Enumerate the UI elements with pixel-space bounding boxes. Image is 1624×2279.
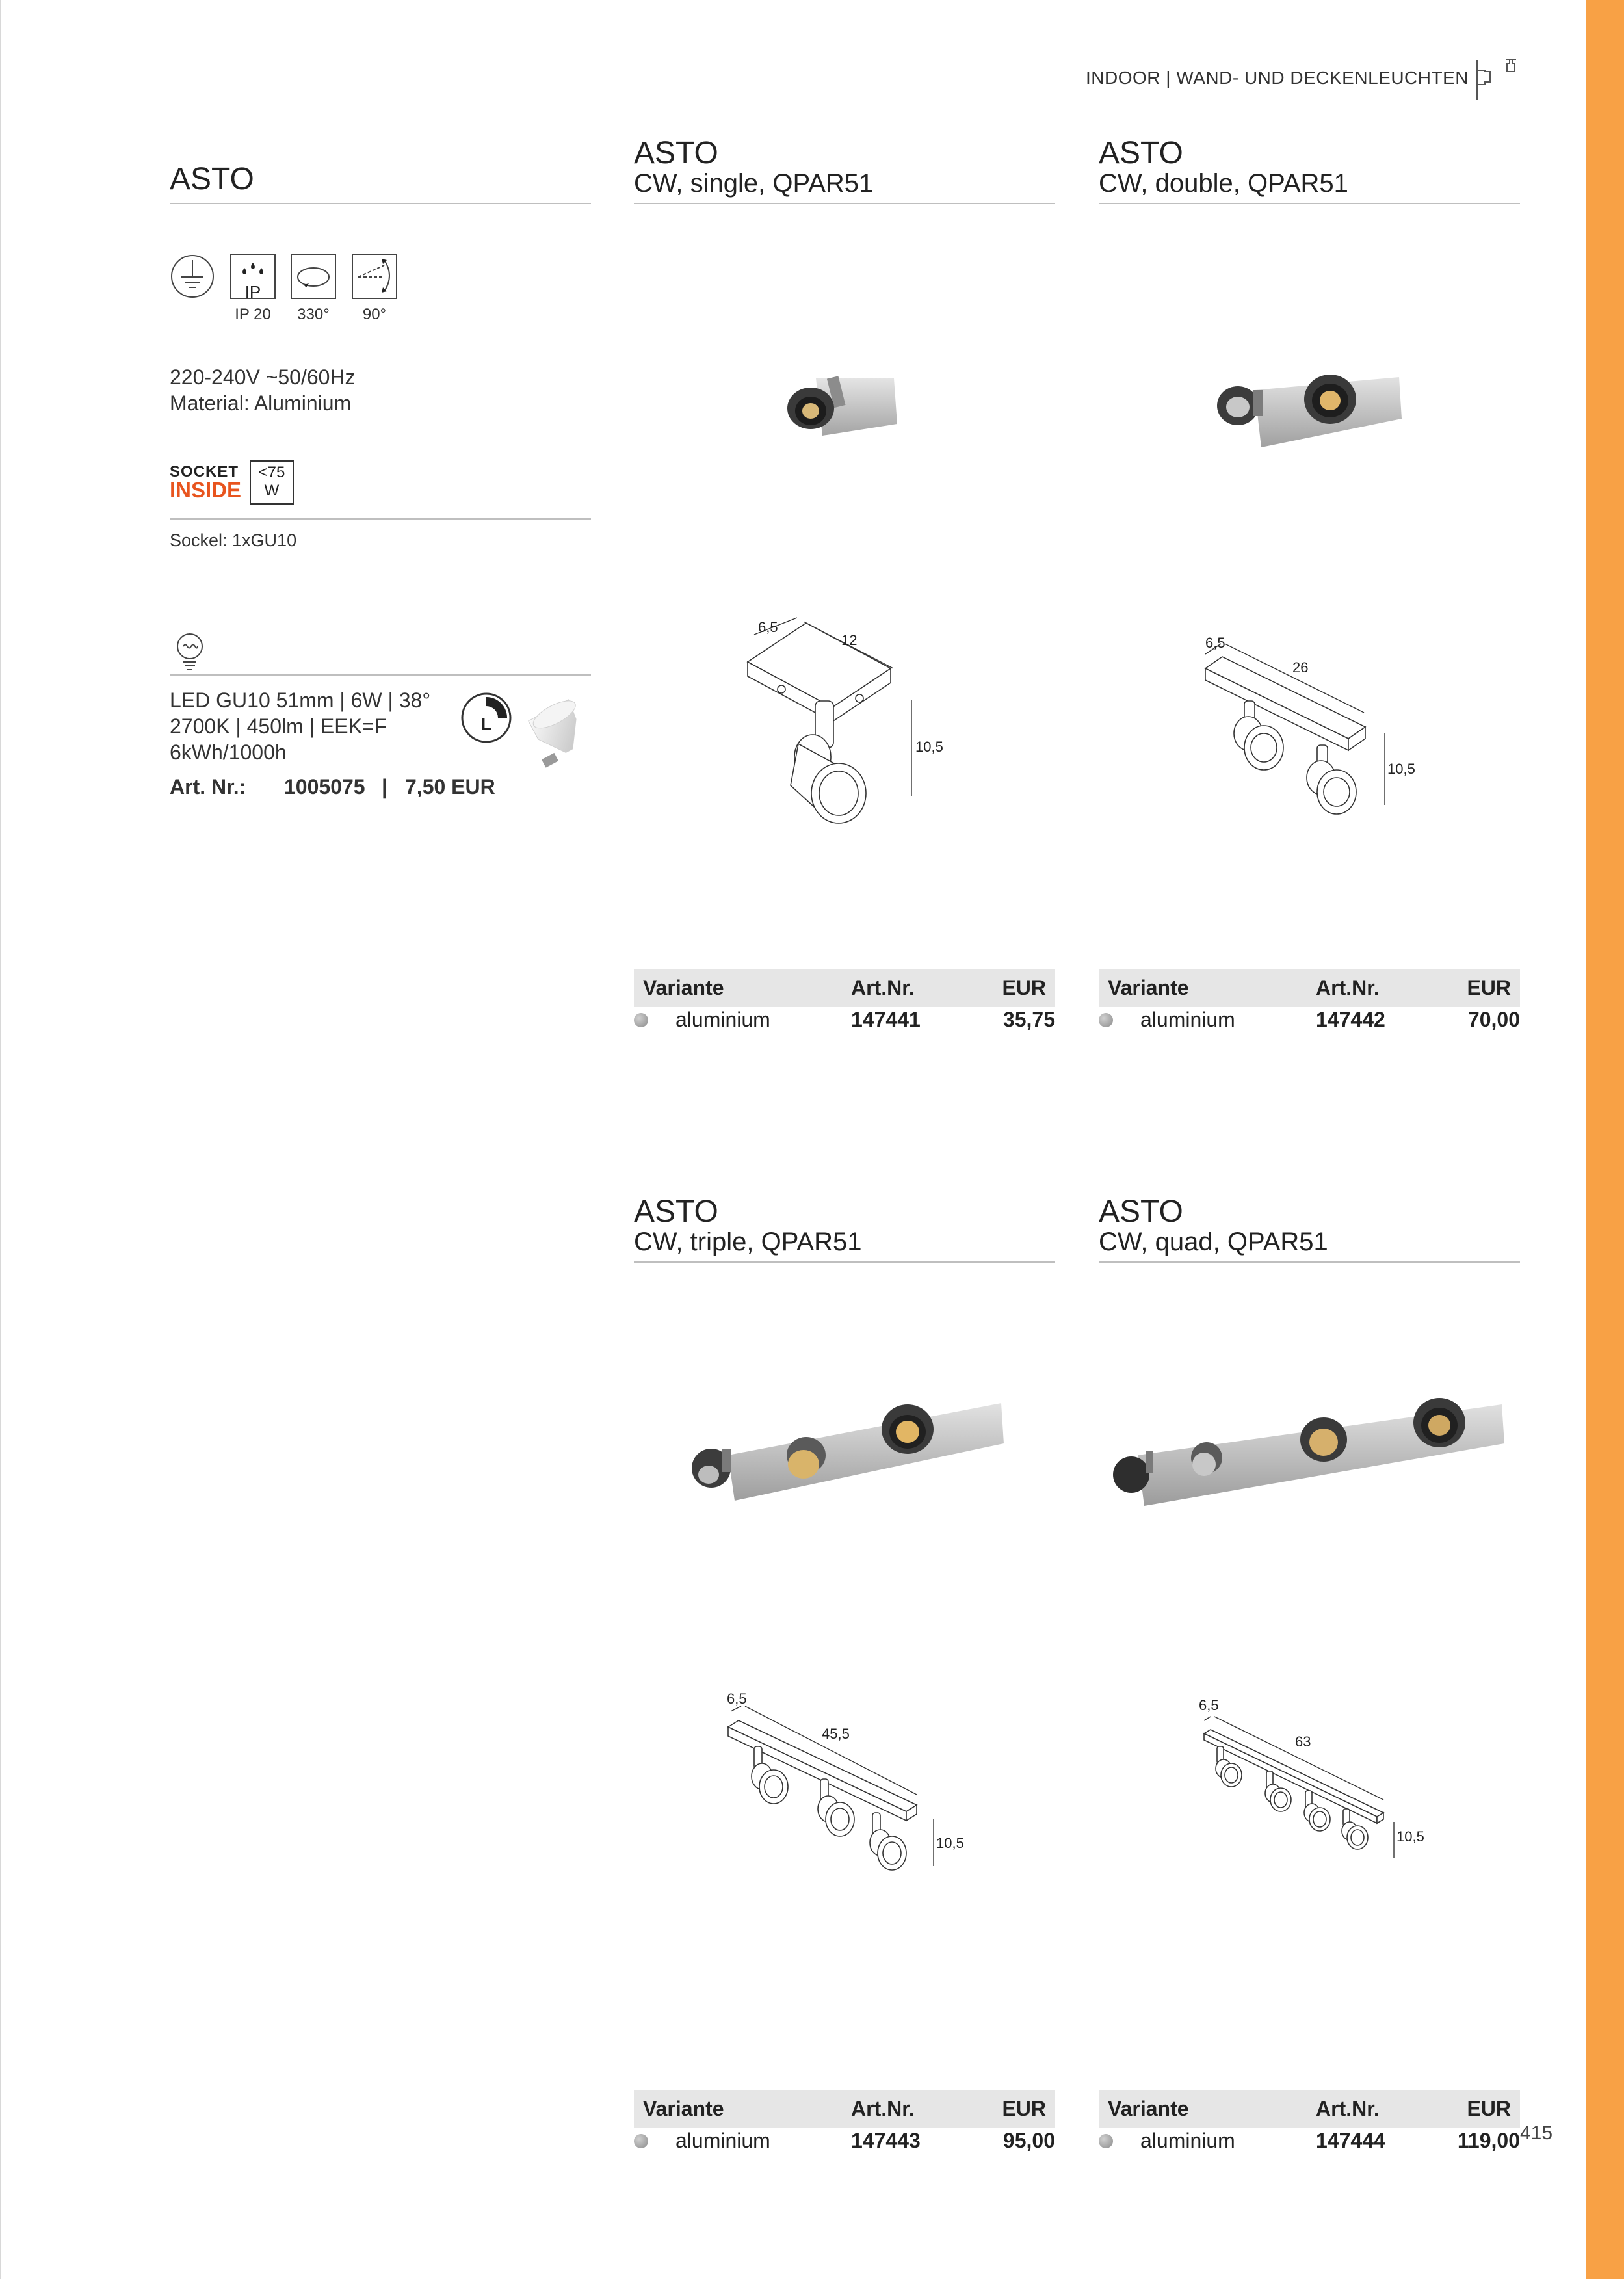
tilt-90-icon <box>352 254 397 302</box>
table-row <box>634 1007 1055 1035</box>
product-single-drawing <box>741 616 943 841</box>
table-row <box>1099 1007 1520 1035</box>
dimmable-letter: L <box>480 714 492 734</box>
th-art: Art.Nr. <box>1316 2097 1380 2120</box>
row-price: 95,00 <box>1002 2129 1055 2152</box>
art-number: 1005075 <box>284 775 365 798</box>
product-double-photo <box>1209 364 1404 458</box>
page-edge <box>0 0 1 2279</box>
dim-depth-single: 6,5 <box>758 619 778 635</box>
product-double-rule <box>1099 203 1520 204</box>
table-row <box>634 2128 1055 2156</box>
product-triple-name: ASTO <box>634 1194 718 1229</box>
product-triple-photo <box>683 1384 1008 1517</box>
dim-depth-double: 6,5 <box>1205 635 1225 651</box>
product-single-subtitle: CW, single, QPAR51 <box>634 169 874 198</box>
socket-rule <box>170 518 591 520</box>
product-triple-subtitle: CW, triple, QPAR51 <box>634 1228 862 1256</box>
sidebar-title-rule <box>170 203 591 204</box>
socket-logo-top: SOCKET <box>170 463 239 481</box>
lamp-spec-3: 6kWh/1000h <box>170 741 287 764</box>
product-quad-photo <box>1105 1384 1508 1517</box>
table-header-triple <box>634 2090 1055 2128</box>
rotation-label: 330° <box>297 306 330 323</box>
ip-glyph: IP <box>244 282 261 302</box>
product-quad-rule <box>1099 1261 1520 1263</box>
socket-spec: Sockel: 1xGU10 <box>170 531 297 550</box>
th-eur: EUR <box>1467 2097 1511 2120</box>
th-variante: Variante <box>643 976 724 999</box>
row-art: 147442 <box>1316 1008 1385 1031</box>
socket-logo-bottom: INSIDE <box>170 478 242 502</box>
dim-depth-quad: 6,5 <box>1199 1697 1219 1713</box>
th-variante: Variante <box>1108 976 1189 999</box>
th-variante: Variante <box>643 2097 724 2120</box>
row-variant: aluminium <box>675 2129 770 2152</box>
th-eur: EUR <box>1002 2097 1046 2120</box>
protection-class-i-icon <box>170 254 215 302</box>
table-header-single <box>634 969 1055 1007</box>
wattage-box-top: <75 <box>258 464 285 481</box>
voltage-spec: 220-240V ~50/60Hz <box>170 365 356 389</box>
th-art: Art.Nr. <box>851 2097 915 2120</box>
dim-height-triple: 10,5 <box>936 1835 964 1851</box>
table-row <box>1099 2128 1520 2156</box>
row-variant: aluminium <box>1140 2129 1235 2152</box>
product-single-rule <box>634 203 1055 204</box>
table-header-double <box>1099 969 1520 1007</box>
rotation-330-icon <box>291 254 336 302</box>
row-price: 35,75 <box>1002 1008 1055 1031</box>
row-price: 70,00 <box>1467 1008 1520 1031</box>
sidebar-title: ASTO <box>170 162 254 196</box>
section-header: INDOOR | WAND- UND DECKENLEUCHTEN <box>1086 68 1469 88</box>
product-single-name: ASTO <box>634 136 718 170</box>
wattage-box <box>250 460 294 505</box>
product-triple-drawing <box>722 1688 982 1886</box>
page-number: 415 <box>1520 2122 1553 2144</box>
product-double-name: ASTO <box>1099 136 1183 170</box>
art-separator: | <box>382 775 387 798</box>
dim-length-triple: 45,5 <box>822 1726 850 1742</box>
dim-depth-triple: 6,5 <box>727 1691 747 1707</box>
product-triple-rule <box>634 1261 1055 1263</box>
row-art: 147444 <box>1316 2129 1385 2152</box>
color-swatch <box>1099 1013 1113 1027</box>
lamp-spec-1: LED GU10 51mm | 6W | 38° <box>170 689 431 712</box>
lamp-rule <box>170 674 591 676</box>
th-eur: EUR <box>1467 976 1511 999</box>
product-single-photo <box>777 359 907 447</box>
ip20-label: IP 20 <box>235 306 271 323</box>
th-art: Art.Nr. <box>851 976 915 999</box>
th-eur: EUR <box>1002 976 1046 999</box>
row-art: 147441 <box>851 1008 921 1031</box>
led-lamp-icon <box>174 632 205 676</box>
dim-length-quad: 63 <box>1295 1733 1311 1750</box>
lamp-price: 7,50 EUR <box>405 775 495 798</box>
row-art: 147443 <box>851 2129 921 2152</box>
orange-side-bar <box>1586 0 1624 2279</box>
row-price: 119,00 <box>1457 2129 1520 2152</box>
row-variant: aluminium <box>1140 1008 1235 1031</box>
product-quad-drawing <box>1195 1694 1429 1873</box>
color-swatch <box>634 1013 648 1027</box>
wall-ceiling-lamp-icon <box>1476 57 1517 106</box>
product-double-subtitle: CW, double, QPAR51 <box>1099 169 1348 198</box>
dim-length-double: 26 <box>1292 659 1309 676</box>
dim-length-single: 12 <box>841 632 858 648</box>
gu10-bulb-image <box>519 696 592 772</box>
color-swatch <box>1099 2134 1113 2148</box>
table-header-quad <box>1099 2090 1520 2128</box>
tilt-label: 90° <box>362 306 387 323</box>
dim-height-double: 10,5 <box>1387 761 1415 777</box>
th-variante: Variante <box>1108 2097 1189 2120</box>
color-swatch <box>634 2134 648 2148</box>
wattage-box-bottom: W <box>264 482 280 499</box>
lamp-spec-2: 2700K | 450lm | EEK=F <box>170 715 387 738</box>
dim-height-single: 10,5 <box>915 739 943 755</box>
product-quad-subtitle: CW, quad, QPAR51 <box>1099 1228 1328 1256</box>
row-variant: aluminium <box>675 1008 770 1031</box>
material-spec: Material: Aluminium <box>170 391 352 415</box>
dim-height-quad: 10,5 <box>1396 1828 1424 1845</box>
product-quad-name: ASTO <box>1099 1194 1183 1229</box>
product-double-drawing <box>1196 629 1417 821</box>
art-label: Art. Nr.: <box>170 775 246 798</box>
th-art: Art.Nr. <box>1316 976 1380 999</box>
